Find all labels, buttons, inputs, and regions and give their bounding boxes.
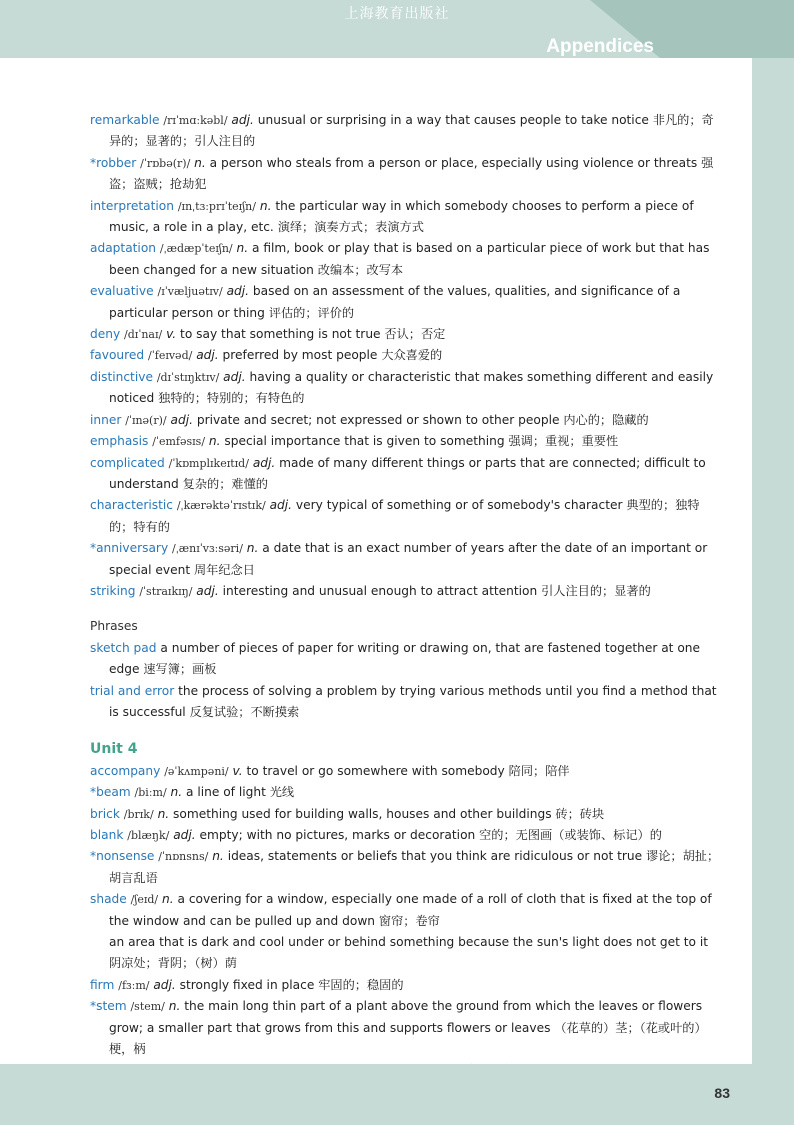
- phonetic: /ɪnˌtɜːprɪˈteɪʃn/: [177, 199, 256, 213]
- headword: blank: [90, 828, 124, 842]
- part-of-speech: n.: [170, 785, 183, 800]
- phonetic: /ˈfeɪvəd/: [148, 349, 193, 363]
- glossary-entry: [90, 889, 722, 932]
- chinese-gloss: 谬论；胡扯；胡言乱语: [109, 849, 720, 885]
- chinese-gloss: 阴凉处；背阴；（树）荫: [109, 956, 237, 971]
- bottom-band: [0, 1064, 794, 1123]
- phrase-entry: [90, 681, 722, 724]
- headword: emphasis: [90, 434, 149, 449]
- sub-definition: [90, 932, 722, 975]
- part-of-speech: n.: [168, 999, 181, 1014]
- part-of-speech: adj.: [226, 284, 250, 299]
- chinese-gloss: 评估的；评价的: [268, 305, 355, 320]
- phonetic: /ˈstraɪkɪŋ/: [139, 584, 193, 598]
- chinese-gloss: 光线: [269, 785, 295, 800]
- definition: very typical of something or of somebody's character: [295, 498, 623, 513]
- phonetic: /dɪˈstɪŋktɪv/: [156, 370, 220, 384]
- chinese-gloss: 强调；重视；重要性: [508, 434, 619, 449]
- phonetic: /ˈrɒbə(r)/: [140, 156, 191, 170]
- chinese-gloss: 非凡的；奇异的；显著的；引人注目的: [109, 113, 714, 149]
- phrases-heading: Phrases: [90, 619, 138, 634]
- definition: private and secret; not expressed or shown to other people: [196, 412, 560, 427]
- glossary-entry: [90, 495, 722, 538]
- definition: something used for building walls, houses and other buildings: [173, 806, 552, 821]
- phrase-entry: [90, 638, 722, 681]
- definition: a film, book or play that is based on a particular piece of work but that has been changed for a new situation: [109, 241, 710, 277]
- part-of-speech: n.: [162, 892, 174, 907]
- chinese-gloss: 改编本；改写本: [317, 262, 404, 277]
- phonetic: /ˌænɪˈvɜːsəri/: [172, 542, 243, 556]
- headword: accompany: [90, 763, 161, 778]
- star-marker: *: [90, 785, 97, 800]
- headword: interpretation: [90, 198, 174, 213]
- headword: beam: [96, 785, 131, 800]
- headword: striking: [90, 583, 136, 598]
- chinese-gloss: 空的；无图画（或装饰、标记）的: [479, 828, 662, 842]
- chinese-gloss: 窗帘；卷帘: [378, 913, 440, 928]
- glossary-entry: [90, 453, 722, 496]
- definition: to travel or go somewhere with somebody: [246, 763, 505, 778]
- star-marker: *: [90, 541, 97, 556]
- chinese-gloss: 大众喜爱的: [381, 348, 443, 363]
- part-of-speech: adj.: [231, 113, 254, 127]
- phrase: trial and error: [90, 683, 175, 698]
- definition: ideas, statements or beliefs that you think are ridiculous or not true: [227, 849, 643, 864]
- star-marker: *: [90, 155, 97, 170]
- part-of-speech: adj.: [252, 455, 276, 470]
- part-of-speech: n.: [212, 849, 224, 864]
- right-margin-band: [752, 58, 794, 1064]
- phonetic: /dɪˈnaɪ/: [124, 328, 163, 342]
- part-of-speech: n.: [246, 541, 259, 556]
- section-title: Appendices: [546, 36, 654, 57]
- phonetic: /brɪk/: [123, 807, 154, 821]
- headword: anniversary: [96, 541, 169, 556]
- part-of-speech: adj.: [196, 348, 219, 363]
- definition: a date that is an exact number of years after the date of an important or special event: [109, 541, 708, 577]
- phonetic: /ˈɪnə(r)/: [125, 413, 167, 427]
- glossary-entry: [90, 782, 722, 803]
- star-marker: *: [90, 999, 97, 1014]
- headword: characteristic: [90, 498, 173, 513]
- headword: evaluative: [90, 284, 154, 299]
- headword: deny: [90, 327, 121, 342]
- chinese-gloss: （花草的）茎；（花或叶的）梗，柄: [109, 1020, 707, 1057]
- definition: a person who steals from a person or place, especially using violence or threats: [209, 155, 698, 170]
- glossary-entry: [90, 804, 722, 825]
- headword: distinctive: [90, 369, 153, 384]
- part-of-speech: v.: [232, 763, 243, 778]
- definition: a line of light: [186, 785, 266, 800]
- phonetic: /ˈnɒnsns/: [158, 850, 209, 864]
- part-of-speech: adj.: [170, 412, 193, 427]
- star-marker: *: [90, 849, 97, 864]
- chinese-gloss: 否认；否定: [384, 327, 446, 342]
- chinese-gloss: 复杂的；难懂的: [182, 476, 268, 491]
- chinese-gloss: 引人注目的；显著的: [541, 583, 651, 598]
- phonetic: /rɪˈmɑːkəbl/: [163, 114, 228, 127]
- phonetic: /ɪˈvæljuətɪv/: [157, 285, 223, 299]
- phrase: sketch pad: [90, 640, 157, 655]
- chinese-gloss: 牢固的；稳固的: [318, 977, 404, 992]
- chinese-gloss: 内心的；隐藏的: [563, 412, 649, 427]
- definition: unusual or surprising in a way that causes people to take notice: [257, 113, 649, 127]
- glossary-entry: [90, 153, 722, 196]
- definition: to say that something is not true: [180, 327, 381, 342]
- headword: firm: [90, 977, 115, 992]
- publisher-name: 上海教育出版社: [344, 6, 450, 22]
- definition: preferred by most people: [222, 348, 378, 363]
- definition: made of many different things or parts that are connected; difficult to understand: [109, 455, 706, 491]
- glossary-entry: [90, 431, 722, 452]
- glossary-entry: [90, 324, 722, 345]
- headword: adaptation: [90, 241, 157, 256]
- chinese-gloss: 周年纪念日: [194, 562, 255, 577]
- glossary-entry: [90, 367, 722, 410]
- chinese-gloss: 砖；砖块: [555, 806, 605, 821]
- unit-heading: Unit 4: [90, 741, 138, 758]
- chinese-gloss: 速写簿；画板: [143, 662, 217, 677]
- part-of-speech: n.: [157, 806, 170, 821]
- phonetic: /ˈemfəsɪs/: [152, 435, 206, 449]
- definition: having a quality or characteristic that makes something different and easily noticed: [109, 369, 714, 406]
- glossary-entry: [90, 345, 722, 366]
- definition: strongly fixed in place: [179, 977, 315, 992]
- part-of-speech: adj.: [196, 583, 219, 598]
- definition: the particular way in which somebody chooses to perform a piece of music, a role in a play, etc.: [109, 198, 694, 235]
- part-of-speech: v.: [166, 327, 177, 342]
- headword: robber: [96, 155, 137, 170]
- page-number: 83: [714, 1085, 730, 1101]
- glossary-entry: [90, 846, 722, 889]
- definition: the process of solving a problem by trying various methods until you find a method that is successful: [109, 683, 717, 719]
- definition: based on an assessment of the values, qualities, and significance of a particular person or thing: [109, 284, 681, 320]
- phonetic: /blæŋk/: [127, 829, 170, 842]
- glossary-entry: [90, 238, 722, 281]
- phonetic: /əˈkʌmpəni/: [164, 764, 229, 778]
- chinese-gloss: 演绎；演奏方式；表演方式: [277, 220, 424, 235]
- definition: an area that is dark and cool under or behind something because the sun's light does not get to it: [109, 935, 709, 950]
- glossary-entry: [90, 196, 722, 239]
- phonetic: /stem/: [130, 1000, 165, 1014]
- chinese-gloss: 独特的；特别的；有特色的: [158, 391, 305, 406]
- definition: special importance that is given to something: [224, 434, 505, 449]
- phonetic: /biːm/: [134, 786, 167, 800]
- glossary-entry: [90, 581, 722, 602]
- headword: nonsense: [96, 849, 155, 864]
- part-of-speech: n.: [259, 198, 272, 213]
- part-of-speech: adj.: [173, 828, 196, 842]
- definition: a number of pieces of paper for writing or drawing on, that are fastened together at one edge: [109, 640, 701, 677]
- headword: stem: [96, 999, 127, 1014]
- headword: favoured: [90, 348, 145, 363]
- definition: interesting and unusual enough to attract attention: [222, 583, 538, 598]
- part-of-speech: adj.: [153, 977, 176, 992]
- glossary-entry: [90, 996, 722, 1060]
- headword: remarkable: [90, 113, 160, 127]
- glossary-entry: [90, 281, 722, 324]
- glossary-entry: [90, 975, 722, 996]
- headword: shade: [90, 892, 127, 907]
- phonetic: /ˈkɒmplɪkeɪtɪd/: [168, 456, 249, 470]
- phonetic: /ˌædæpˈteɪʃn/: [159, 242, 233, 256]
- glossary-entry: [90, 538, 722, 581]
- part-of-speech: adj.: [269, 498, 293, 513]
- phonetic: /ʃeɪd/: [130, 893, 159, 907]
- chinese-gloss: 陪同；陪伴: [508, 763, 570, 778]
- chinese-gloss: 典型的；独特的；特有的: [109, 498, 700, 534]
- chinese-gloss: 强盗；盗贼；抢劫犯: [109, 155, 714, 192]
- part-of-speech: adj.: [223, 369, 246, 384]
- glossary-entry: [90, 825, 722, 846]
- part-of-speech: n.: [208, 434, 221, 449]
- definition: empty; with no pictures, marks or decoration: [199, 828, 476, 842]
- glossary-entry: [90, 110, 722, 153]
- headword: inner: [90, 412, 122, 427]
- phonetic: /fɜːm/: [118, 978, 150, 992]
- glossary-content: [90, 110, 722, 1125]
- definition: the main long thin part of a plant above the ground from which the leaves or flowers grow; a smaller part that grows from this and supports flowers or leaves: [109, 999, 703, 1035]
- glossary-entry: [90, 410, 722, 431]
- phonetic: /ˌkærəktəˈrɪstɪk/: [176, 499, 266, 513]
- glossary-entry: [90, 761, 722, 782]
- headword: complicated: [90, 455, 165, 470]
- headword: brick: [90, 806, 120, 821]
- part-of-speech: n.: [236, 241, 249, 256]
- part-of-speech: n.: [194, 155, 206, 170]
- definition: a covering for a window, especially one made of a roll of cloth that is fixed at the top of the window and can be pulled up and down: [109, 892, 712, 928]
- chinese-gloss: 反复试验；不断摸索: [189, 704, 300, 719]
